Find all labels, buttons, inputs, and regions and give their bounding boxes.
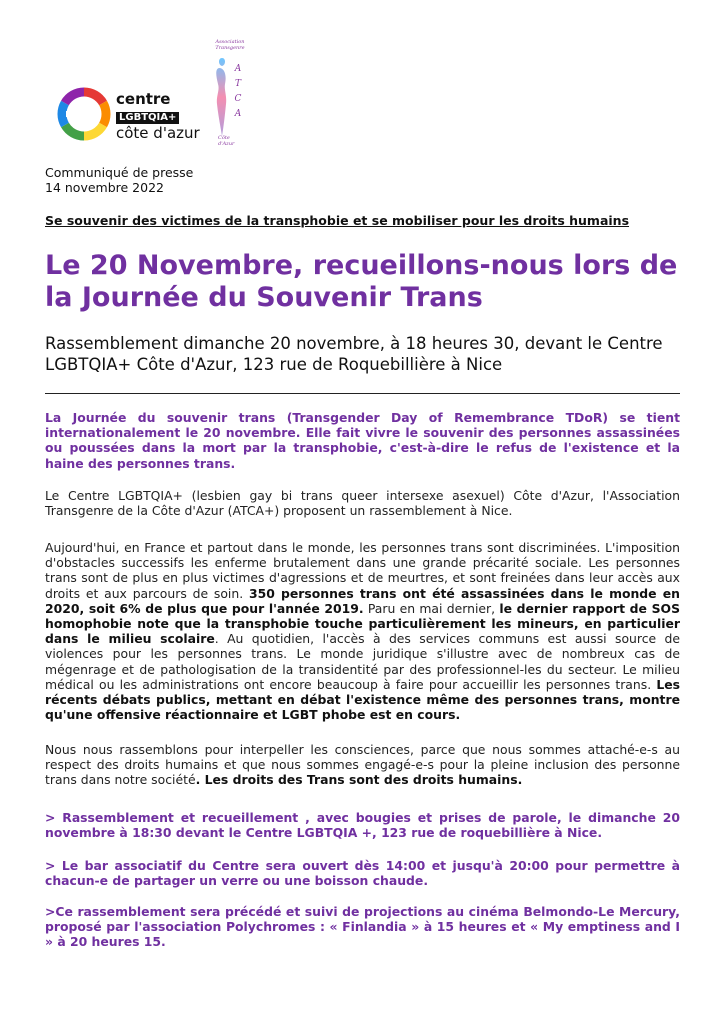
context-text: Paru en mai dernier, (363, 600, 500, 616)
atca-letter: C (234, 94, 242, 104)
gathering-text: Nous nous rassemblons pour interpeller les consciences, parce que nous sommes attaché-e-s au respect des droits humains et que nous sommes engagé-e-s pour la pleine inclusion des personne trans dans notre société (45, 742, 680, 788)
rainbow-ring-icon (56, 86, 112, 142)
logo-line-lgbtqia: LGBTQIA+ (116, 112, 179, 124)
event-lead: Rassemblement dimanche 20 novembre, à 18 heures 30, devant le Centre LGBTQIA+ Côte d'Azur, 123 rue de Roquebillière à Nice (45, 334, 663, 374)
atca-bottom-line2: d'Azur (218, 140, 235, 147)
organizers-paragraph: Le Centre LGBTQIA+ (lesbien gay bi trans queer intersexe asexuel) Côte d'Azur, l'Association Transgenre de la Côte d'Azur (ATCA+) proposent un rassemblement à Nice. (45, 488, 680, 519)
document-title: Le 20 Novembre, recueillons-nous lors de la Journée du Souvenir Trans (45, 250, 678, 313)
context-emphasis-murders: 350 personnes trans ont été assassinées dans le monde en 2020, soit 6% de plus que pour l'année 2019. (45, 585, 680, 616)
atca-letter: T (234, 79, 241, 89)
centre-logo-text (116, 92, 200, 141)
event-item-bar: > Le bar associatif du Centre sera ouvert dès 14:00 et jusqu'à 20:00 pour permettre à chacun-e de partager un verre ou une boisson chaude. (45, 858, 680, 889)
centre-lgbtqia-logo (56, 86, 206, 142)
atca-bottom-line1: Côte (218, 135, 230, 141)
context-text: . Au quotidien, l'accès à des services communs est aussi source de violences pour les personnes trans. Le monde juridique s'illustre avec de nombreux cas de mégenrage et de pathologisation de la transidentité par des professionnel-les du secteur. Le milieu médical ou les administrations ont encore beaucoup à faire pour accueillir les personnes trans. (45, 631, 680, 692)
gathering-emphasis: . Les droits des Trans sont des droits humains. (195, 772, 523, 788)
document-date: 14 novembre 2022 (45, 180, 164, 195)
atca-logo-header (208, 40, 252, 51)
document-meta (45, 165, 193, 195)
atca-letter: A (234, 64, 242, 74)
logo-line-centre: centre (116, 90, 171, 108)
gathering-paragraph (45, 742, 680, 788)
atca-top-line2: Transgenre (215, 44, 245, 51)
event-item-screenings: >Ce rassemblement sera précédé et suivi de projections au cinéma Belmondo-Le Mercury, proposé par l'association Polychromes : « Finlandia » à 15 heures et « My emptiness and I » à 20 heures 15. (45, 904, 680, 950)
atca-letters (232, 62, 244, 122)
context-emphasis-report: le dernier rapport de SOS homophobie note que la transphobie touche particulièrement les mineurs, en particulier dans le milieu scolaire (45, 600, 680, 647)
context-text: Aujourd'hui, en France et partout dans le monde, les personnes trans sont discriminées. L'imposition d'obstacles successifs les enferme brutalement dans une grande précarité sociale. Les personnes trans sont de plus en plus victimes d'agressions et de meurtres, et sont freinées dans leur accès aux droits et aux parcours de soin. (45, 540, 680, 601)
horizontal-divider (45, 393, 680, 394)
atca-logo (208, 40, 252, 152)
atca-letter: A (234, 109, 242, 119)
atca-top-line1: Association (215, 39, 245, 45)
intro-paragraph: La Journée du souvenir trans (Transgender Day of Remembrance TDoR) se tient internationalement le 20 novembre. Elle fait vivre le souvenir des personnes assassinées ou poussées dans la mort par la transphobie, c'est-à-dire le refus de l'existence et la haine des personnes trans. (45, 410, 680, 471)
logo-line-cote-azur: côte d'azur (116, 124, 200, 142)
atca-logo-footer (218, 136, 234, 147)
document-type: Communiqué de presse (45, 165, 194, 180)
context-emphasis-debates: Les récents débats publics, mettant en débat l'existence même des personnes trans, montre qu'une offensive réactionnaire et LGBT phobe est en cours. (45, 676, 680, 723)
context-paragraph (45, 540, 680, 722)
document-subtitle: Se souvenir des victimes de la transphobie et se mobiliser pour les droits humains (45, 213, 630, 228)
silhouette-icon (212, 56, 232, 138)
event-item-gathering: > Rassemblement et recueillement , avec bougies et prises de parole, le dimanche 20 novembre à 18:30 devant le Centre LGBTQIA +, 123 rue de roquebillière à Nice. (45, 810, 680, 841)
